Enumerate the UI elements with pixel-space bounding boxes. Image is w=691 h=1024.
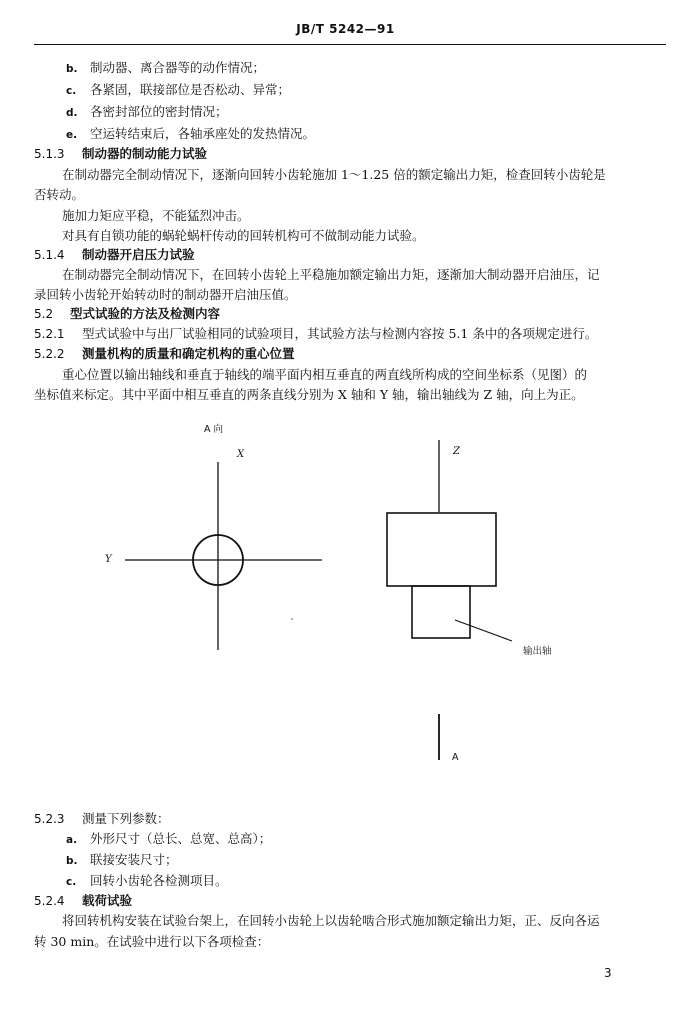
paragraph: 重心位置以输出轴线和垂直于轴线的端平面内相互垂直的两直线所构成的空间坐标系（见图）的 <box>62 367 588 382</box>
list-item: d. 各密封部位的密封情况； <box>66 104 228 119</box>
section-heading-5-1-4: 5.1.4 制动器开启压力试验 <box>34 247 195 262</box>
section-heading-5-2-1: 5.2.1 型式试验中与出厂试验相同的试验项目，其试验方法与检测内容按 5.1 条中的各项规定进行。 <box>34 326 598 341</box>
section-label-a: A <box>452 752 459 763</box>
paragraph: 在制动器完全制动情况下，在回转小齿轮上平稳施加额定输出力矩，逐渐加大制动器开启油压，记 <box>62 267 600 282</box>
speck <box>291 618 293 620</box>
list-item: b. 制动器、离合器等的动作情况； <box>66 60 266 75</box>
view-label-a: A 向 <box>204 424 224 435</box>
section-heading-5-2: 5.2 型式试验的方法及检测内容 <box>34 306 221 321</box>
paragraph-cont: 坐标值来标定。其中平面中相互垂直的两条直线分别为 X 轴和 Y 轴，输出轴线为 Z 轴，向上为正。 <box>34 387 584 402</box>
page-number: 3 <box>604 966 612 980</box>
paragraph-cont: 否转动。 <box>34 187 85 202</box>
list-item: c. 各紧固，联接部位是否松动、异常； <box>66 82 291 97</box>
paragraph: 施加力矩应平稳，不能猛烈冲击。 <box>62 208 250 223</box>
section-heading-5-2-2: 5.2.2 测量机构的质量和确定机构的重心位置 <box>34 346 295 361</box>
list-item: c. 回转小齿轮各检测项目。 <box>66 873 228 888</box>
paragraph-cont: 录回转小齿轮开始转动时的制动器开启油压值。 <box>34 287 297 302</box>
paragraph: 将回转机构安装在试验台架上，在回转小齿轮上以齿轮啮合形式施加额定输出力矩，正、反向各运 <box>62 913 600 928</box>
shaft-label: 输出轴 <box>523 646 552 657</box>
list-item: a. 外形尺寸（总长、总宽、总高）； <box>66 831 272 846</box>
list-item: e. 空运转结束后，各轴承座处的发热情况。 <box>66 126 316 141</box>
axis-label-x: X <box>237 449 245 460</box>
axis-label-y: Y <box>105 554 112 565</box>
section-heading-5-1-3: 5.1.3 制动器的制动能力试验 <box>34 146 208 161</box>
axis-label-z: Z <box>453 446 460 457</box>
page-header: JB/T 5242—91 <box>296 22 395 36</box>
section-heading-5-2-4: 5.2.4 载荷试验 <box>34 893 133 908</box>
housing-rect <box>387 513 496 586</box>
paragraph: 在制动器完全制动情况下，逐渐向回转小齿轮施加 1～1.25 倍的额定输出力矩，检查回转小齿轮是 <box>62 167 606 182</box>
paragraph-cont: 转 30 min。在试验中进行以下各项检查： <box>34 934 270 949</box>
section-heading-5-2-3: 5.2.3 测量下列参数： <box>34 811 170 826</box>
paragraph: 对具有自锁功能的蜗轮蜗杆传动的回转机构可不做制动能力试验。 <box>62 228 425 243</box>
output-shaft-rect <box>412 586 470 638</box>
list-item: b. 联接安装尺寸； <box>66 852 178 867</box>
